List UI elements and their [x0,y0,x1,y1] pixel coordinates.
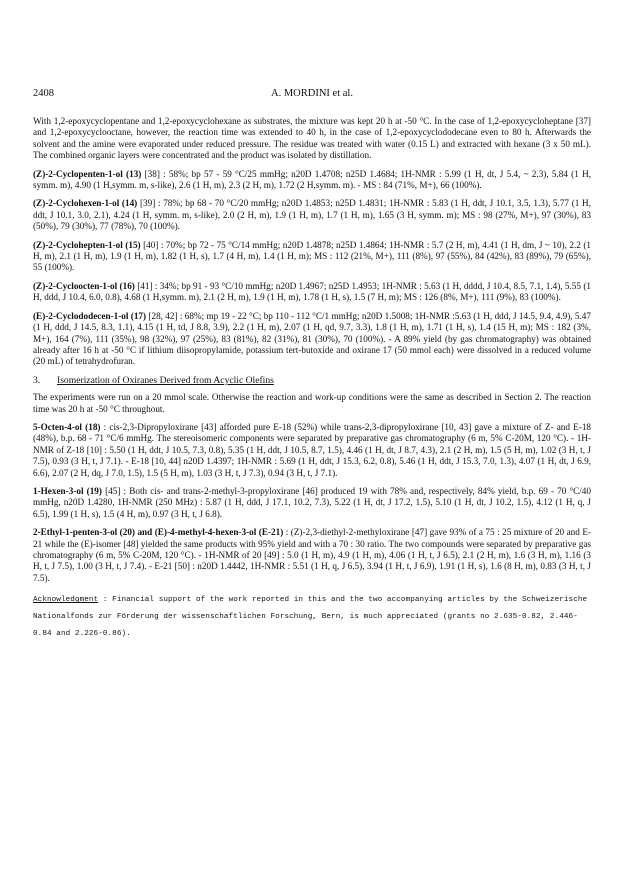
section-number: 3. [33,374,41,386]
page-header [33,88,591,102]
compound-name: (Z)-2-Cyclopenten-1-ol (13) [33,168,142,179]
running-head: A. MORDINI et al. [271,88,353,99]
paragraph-compound-15: (Z)-2-Cyclohepten-1-ol (15) [40] : 70%; bp 72 - 75 °C/14 mmHg; n20D 1.4878; n25D 1.4864; 1H-NMR : 5.7 (2 H, m), 4.41 (1 H, dm, J ~ 10), 2.2 (1 H, m), 2.1 (1 H, m), 1.9 (1 H, m), 1.82 (1 H, s), 1.7 (4 H, m), 1.4 (1 H, m); MS : 112 (21%, M+), 111 (8%), 97 (55%), 84 (42%), 83 (89%), 79 (65%), 55 (100%). [33,239,591,273]
paragraph-general: The experiments were run on a 20 mmol scale. Otherwise the reaction and work-up conditions were the same as described in Section 2. The reaction time was 20 h at -50 °C throughout. [33,392,591,414]
article-body [33,116,591,643]
compound-name: (Z)-2-Cyclohexen-1-ol (14) [33,198,138,209]
compound-name: (Z)-2-Cycloocten-1-ol (16) [33,280,135,291]
paragraph-compound-20-21: 2-Ethyl-1-penten-3-ol (20) and (E)-4-methyl-4-hexen-3-ol (E-21) : (Z)-2,3-diethyl-2-methyloxirane [47] gave 93% of a 75 : 25 mixture of 20 and E-21 while the (E)-isomer [48] yielded the same products with 95% yield and with a 70 : 30 ratio. The two compounds were separated by preparative gas chromatography (6 m, 5% C-20M, 120 °C). - 1H-NMR of 20 [49] : 5.0 (1 H, m), 4.9 (1 H, m), 4.06 (1 H, t, J 6.5), 2.1 (2 H, m), 1.6 (3 H, m), 1.16 (3 H, t, J 7.5), 1.00 (3 H, t, J 7.4). - E-21 [50] : n20D 1.4442, 1H-NMR : 5.51 (1 H, q, J 6.5), 3.94 (1 H, t, J 6.9), 1.91 (1 H, s), 1.6 (8 H, m), 0.83 (3 H, t, J 7.5). [33,527,592,583]
compound-name: 5-Octen-4-ol (18) [33,421,101,432]
compound-name: 1-Hexen-3-ol (19) [33,485,102,496]
section-heading [33,375,591,386]
paragraph-compound-19: 1-Hexen-3-ol (19) [45] : Both cis- and trans-2-methyl-3-propyloxirane [46] produced 19 with 78% and, respectively, 84% yield, b.p. 69 - 70 °C/40 mmHg, n20D 1.4280, 1H-NMR (250 MHz) : 5.87 (1 H, ddd, J 17.1, 10.2, 7.3), 5.22 (1 H, dt, J 17.2, 1.5), 5.10 (1 H, dt, J 10.2, 1.5), 4.12 (1 H, q, J 6.5), 1.99 (1 H, s), 1.5 (4 H, m), 0.97 (3 H, t, J 6.8). [33,485,591,519]
page-number: 2408 [33,88,54,99]
paragraph-compound-13: (Z)-2-Cyclopenten-1-ol (13) [38] : 58%; bp 57 - 59 °C/25 mmHg; n20D 1.4708; n25D 1.4684; 1H-NMR : 5.99 (1 H, dt, J 5.4, ~ 2.3), 5.84 (1 H, symm. m), 4.90 (1 H,symm. m, s-like), 2.6 (1 H, m), 2.3 (2 H, m), 1.72 (2 H,symm. m). - MS : 84 (71%, M+), 66 (100%). [33,168,592,191]
paragraph-compound-17: (E)-2-Cyclododecen-1-ol (17) [28, 42] : 68%; mp 19 - 22 °C; bp 110 - 112 °C/1 mmHg; n20D 1.5008; 1H-NMR :5.63 (1 H, ddd, J 14.5, 9.4, 4.9), 5.47 (1 H, ddd, J 14.5, 8.3, 1.1), 4.15 (1 H, td, J 8.8, 3.9), 2.2 (1 H, m), 2.07 (1 H, qd, 9.7, 3.3), 1.8 (1 H, m), 1.71 (1 H, s), 1.4 (15 H, m); MS : 182 (3%, M+), 164 (7%), 111 (35%), 98 (32%), 97 (25%), 83 (81%), 82 (31%), 81 (30%), 70 (100%). - A 89% yield (by gas chromatography) was obtained already after 16 h at -50 °C if lithium diisopropylamide, potassium tert-butoxide and oxirane 17 (50 mmol each) were dissolved in a reduced volume (20 mL) of tetrahydrofuran. [33,310,591,367]
compound-name: (E)-2-Cyclododecen-1-ol (17) [33,310,147,321]
section-title: Isomerization of Oxiranes Derived from Acyclic Olefins [57,374,274,386]
compound-name: 2-Ethyl-1-penten-3-ol (20) and (E)-4-methyl-4-hexen-3-ol (E-21) [33,527,284,538]
compound-name: (Z)-2-Cyclohepten-1-ol (15) [33,239,141,250]
paragraph-procedure: With 1,2-epoxycyclopentane and 1,2-epoxycyclohexane as substrates, the mixture was kept 20 h at -50 °C. In the case of 1,2-epoxycycloheptane [37] and 1,2-epoxycyclooctane, however, the reaction time was extended to 40 h, in the case of 1,2-epoxycyclododecane even to 80 h. Afterwards the solvent and the amine were evaporated under reduced pressure. The residue was treated with water (0.15 L) and extracted with hexane (3 x 50 mL). The combined organic layers were concentrated and the product was isolated by distillation. [33,116,591,161]
paragraph-compound-18: 5-Octen-4-ol (18) : cis-2,3-Dipropyloxirane [43] afforded pure E-18 (52%) while trans-2,3-dipropyloxirane [10, 43] gave a mixture of Z- and E-18 (48%), b.p. 68 - 71 °C/6 mmHg. The stereoisomeric components were separated by preparative gas chromatography (6 m, 5% C-20M, 120 °C). - 1H-NMR of Z-18 [10] : 5.50 (1 H, ddt, J 10.5, 7.3, 0.8), 5.35 (1 H, ddt, J 10.5, 8.7, 1.5), 4.46 (1 H, dt, J 8.7, 4.3), 2.1 (2 H, m), 1.5 (5 H, m), 1.02 (3 H, t, J 7.5), 0.93 (3 H, t, J 7.1). - E-18 [10, 44] n20D 1.4397; 1H-NMR : 5.69 (1 H, ddt, J 15.3, 6.2, 0.8), 5.46 (1 H, ddt, J 15.3, 7.0, 1.3), 4.07 (1 H, dt, J 6.9, 6.6), 2.07 (2 H, dq, J 7.0, 1.5), 1.5 (5 H, m), 1.03 (3 H, t, J 7.3), 0.94 (3 H, t, J 7.1). [33,421,592,478]
acknowledgment [33,592,591,643]
acknowledgment-label: Acknowledgment [33,596,99,605]
acknowledgment-text: : Financial support of the work reported in this and the two accompanying articles by the Schweizerische Nationalfonds zur Förderung der wissenschaftlichen Forschung, Bern, is much appreciated (grants no 2.635-0.82, 2.446-0.84 and 2.226-0.86). [33,596,588,639]
paragraph-compound-14: (Z)-2-Cyclohexen-1-ol (14) [39] : 78%; bp 68 - 70 °C/20 mmHg; n20D 1.4853; n25D 1.4831; 1H-NMR : 5.83 (1 H, ddt, J 10.1, 3.5, 1.3), 5.77 (1 H, ddt, J 10.1, 3.0, 2.1), 4.24 (1 H, symm. m, s-like), 2.0 (2 H, m), 1.9 (1 H, m), 1.7 (1 H, m), 1.65 (3 H, symm. m); MS : 98 (27%, M+), 97 (30%), 83 (50%), 79 (30%), 77 (78%), 70 (100%). [33,198,591,232]
paragraph-compound-16: (Z)-2-Cycloocten-1-ol (16) [41] : 34%; bp 91 - 93 °C/10 mmHg; n20D 1.4967; n25D 1.4953; 1H-NMR : 5.63 (1 H, dddd, J 10.4, 8.5, 7.1, 1.4), 5.55 (1 H, ddd, J 10.4, 6.0, 0.8), 4.68 (1 H,symm. m), 2.1 (2 H, m), 1.9 (1 H, m), 1.78 (1 H, s), 1.5 (7 H, m); MS : 126 (8%, M+), 111 (9%), 83 (100%). [33,280,591,303]
